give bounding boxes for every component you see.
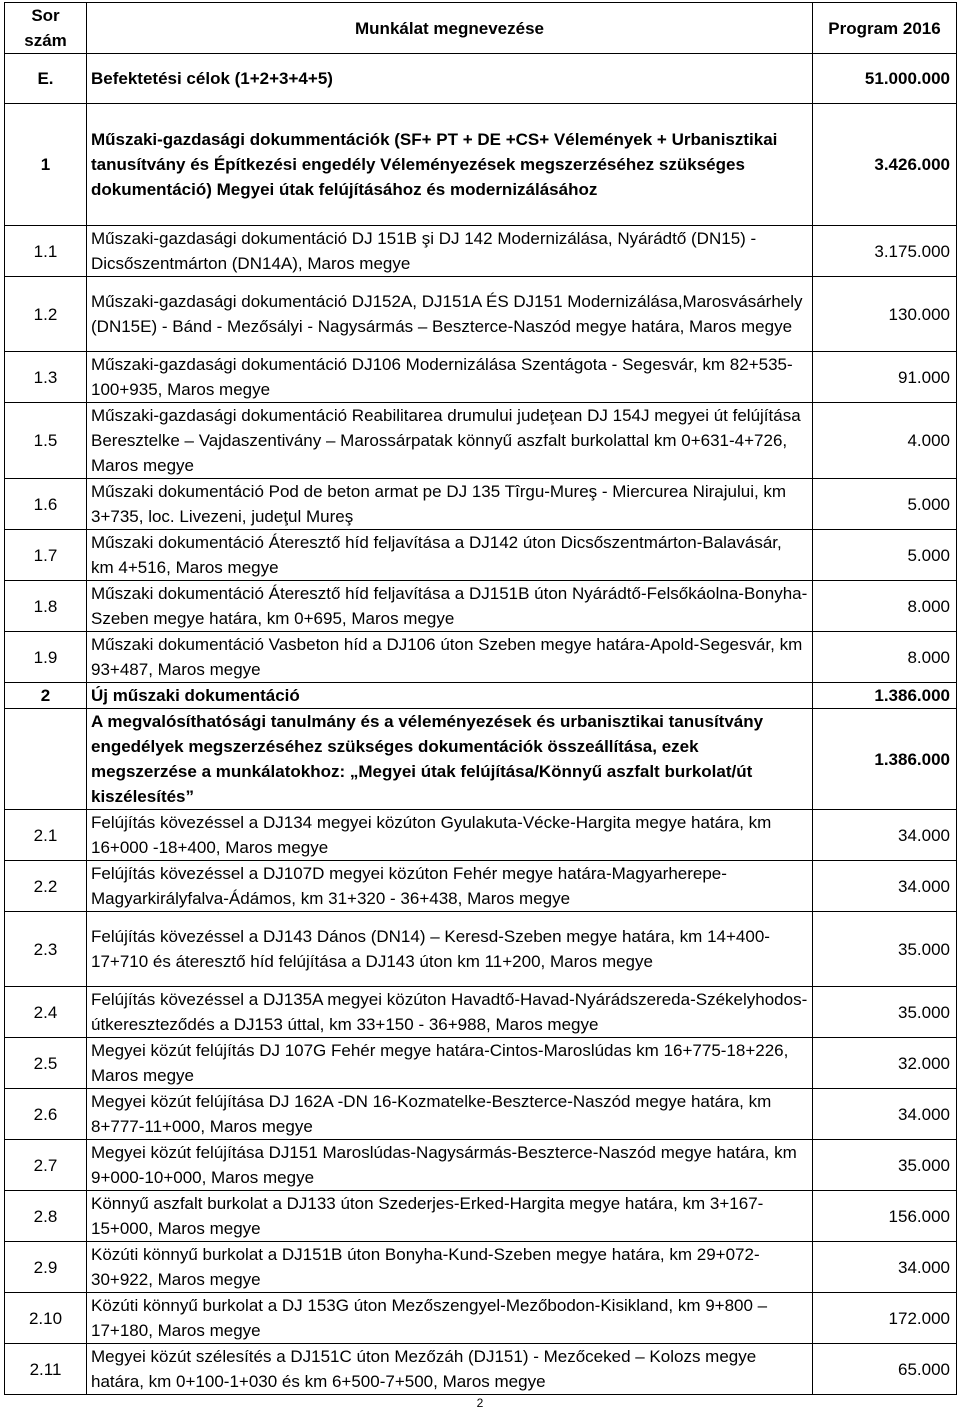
row-number: 2.9 (5, 1242, 87, 1293)
row-value: 3.175.000 (813, 226, 957, 277)
header-number: Sor szám (5, 3, 87, 54)
row-name: Felújítás kövezéssel a DJ107D megyei közúton Fehér megye határa-Magyarherepe-Magyarkirályfalva-Ádámos, km 31+320 - 36+438, Maros megye (87, 861, 813, 912)
row-number: 1.3 (5, 352, 87, 403)
row-value: 34.000 (813, 861, 957, 912)
row-name: Műszaki-gazdasági dokumentáció DJ152A, DJ151A ÉS DJ151 Modernizálása,Marosvásárhely (DN15E) - Bánd - Mezősályi - Nagysármás – Beszterce-Naszód megye határa, Maros megye (87, 277, 813, 352)
section2-value: 1.386.000 (813, 683, 957, 709)
row-name: Műszaki-gazdasági dokumentáció Reabilitarea drumului judeţean DJ 154J megyei út felújítása Beresztelke – Vajdaszentivány – Marossárpatak könnyű aszfalt burkolattal km 0+631-4+726, Maros megye (87, 403, 813, 479)
page-number: 2 (476, 1396, 484, 1410)
table-row (5, 277, 957, 352)
row-number: 2.2 (5, 861, 87, 912)
table-row (5, 987, 957, 1038)
row-number: 1.6 (5, 479, 87, 530)
table-row (5, 352, 957, 403)
goals-number: E. (5, 54, 87, 104)
section2-sub-value: 1.386.000 (813, 709, 957, 810)
section1-items (5, 226, 957, 683)
row-name: Műszaki-gazdasági dokumentáció DJ 151B şi DJ 142 Modernizálása, Nyárádtő (DN15) - Dicsőszentmárton (DN14A), Maros megye (87, 226, 813, 277)
table-row (5, 1038, 957, 1089)
row-number: 2.4 (5, 987, 87, 1038)
row-value: 5.000 (813, 479, 957, 530)
row-value: 8.000 (813, 632, 957, 683)
row-value: 34.000 (813, 1242, 957, 1293)
row-value: 130.000 (813, 277, 957, 352)
header-program: Program 2016 (813, 3, 957, 54)
row-name: Megyei közút felújítása DJ 162A -DN 16-Kozmatelke-Beszterce-Naszód megye határa, km 8+777-11+000, Maros megye (87, 1089, 813, 1140)
row-number: 1.1 (5, 226, 87, 277)
row-number: 2.6 (5, 1089, 87, 1140)
section2-name: Új műszaki dokumentáció (87, 683, 813, 709)
row-number: 1.7 (5, 530, 87, 581)
row-name: Műszaki dokumentáció Áteresztő híd feljavítása a DJ142 úton Dicsőszentmárton-Balavásár, km 4+516, Maros megye (87, 530, 813, 581)
row-name: Megyei közút felújítása DJ151 Maroslúdas-Nagysármás-Beszterce-Naszód megye határa, km 9+000-10+000, Maros megye (87, 1140, 813, 1191)
section1-number: 1 (5, 104, 87, 226)
row-name: Megyei közút szélesítés a DJ151C úton Mezőzáh (DJ151) - Mezőceked – Kolozs megye határa, km 0+100-1+030 és km 6+500-7+500, Maros megye (87, 1344, 813, 1395)
row-number: 1.2 (5, 277, 87, 352)
row-number: 2.8 (5, 1191, 87, 1242)
header-name: Munkálat megnevezése (87, 3, 813, 54)
table-row (5, 226, 957, 277)
section2-items (5, 810, 957, 1395)
row-value: 91.000 (813, 352, 957, 403)
row-name: Műszaki-gazdasági dokumentáció DJ106 Modernizálása Szentágota - Segesvár, km 82+535-100+935, Maros megye (87, 352, 813, 403)
section2-sub-row (5, 709, 957, 810)
goals-value: 51.000.000 (813, 54, 957, 104)
budget-table (4, 2, 957, 1395)
row-value: 8.000 (813, 581, 957, 632)
row-number: 1.8 (5, 581, 87, 632)
row-number: 2.3 (5, 912, 87, 987)
row-value: 32.000 (813, 1038, 957, 1089)
row-value: 65.000 (813, 1344, 957, 1395)
header-row (5, 3, 957, 54)
table-row (5, 632, 957, 683)
row-name: Felújítás kövezéssel a DJ143 Dános (DN14) – Keresd-Szeben megye határa, km 14+400-17+710 és áteresztő híd felújítása a DJ143 úton km 11+200, Maros megye (87, 912, 813, 987)
table-row (5, 1242, 957, 1293)
row-name: Műszaki dokumentáció Vasbeton híd a DJ106 úton Szeben megye határa-Apold-Segesvár, km 93+487, Maros megye (87, 632, 813, 683)
row-number: 1.9 (5, 632, 87, 683)
row-name: Közúti könnyű burkolat a DJ151B úton Bonyha-Kund-Szeben megye határa, km 29+072-30+922, Maros megye (87, 1242, 813, 1293)
table-row (5, 810, 957, 861)
row-value: 4.000 (813, 403, 957, 479)
table-row (5, 479, 957, 530)
table-row (5, 1140, 957, 1191)
row-name: Könnyű aszfalt burkolat a DJ133 úton Szederjes-Erked-Hargita megye határa, km 3+167-15+000, Maros megye (87, 1191, 813, 1242)
row-number: 2.7 (5, 1140, 87, 1191)
row-name: Felújítás kövezéssel a DJ135A megyei közúton Havadtő-Havad-Nyárádszereda-Székelyhodos-útkereszteződés a DJ153 úttal, km 33+150 - 36+988, Maros megye (87, 987, 813, 1038)
goals-row (5, 54, 957, 104)
table-row (5, 581, 957, 632)
section1-row (5, 104, 957, 226)
section2-sub-name: A megvalósíthatósági tanulmány és a véleményezések és urbanisztikai tanusítvány engedélyek megszerzéséhez szükséges dokumentációk összeállítása, ezek megszerzése a munkálatokhoz: „Megyei útak felújítása/Könnyű aszfalt burkolat/út kiszélesítés” (87, 709, 813, 810)
table-row (5, 1344, 957, 1395)
row-value: 5.000 (813, 530, 957, 581)
row-number: 2.10 (5, 1293, 87, 1344)
row-value: 34.000 (813, 1089, 957, 1140)
goals-name: Befektetési célok (1+2+3+4+5) (87, 54, 813, 104)
section2-sub-number (5, 709, 87, 810)
row-name: Közúti könnyű burkolat a DJ 153G úton Mezőszengyel-Mezőbodon-Kisikland, km 9+800 – 17+180, Maros megye (87, 1293, 813, 1344)
row-value: 35.000 (813, 987, 957, 1038)
table-row (5, 1293, 957, 1344)
row-value: 35.000 (813, 912, 957, 987)
row-value: 172.000 (813, 1293, 957, 1344)
row-number: 2.11 (5, 1344, 87, 1395)
row-name: Felújítás kövezéssel a DJ134 megyei közúton Gyulakuta-Vécke-Hargita megye határa, km 16+000 -18+400, Maros megye (87, 810, 813, 861)
row-number: 2.5 (5, 1038, 87, 1089)
table-row (5, 861, 957, 912)
row-value: 34.000 (813, 810, 957, 861)
row-name: Műszaki dokumentáció Pod de beton armat pe DJ 135 Tîrgu-Mureş - Miercurea Nirajului, km 3+735, loc. Livezeni, judeţul Mureş (87, 479, 813, 530)
row-number: 2.1 (5, 810, 87, 861)
row-name: Megyei közút felújítás DJ 107G Fehér megye határa-Cintos-Maroslúdas km 16+775-18+226, Maros megye (87, 1038, 813, 1089)
table-row (5, 912, 957, 987)
section1-name: Műszaki-gazdasági dokummentációk (SF+ PT + DE +CS+ Vélemények + Urbanisztikai tanusítvány és Építkezési engedély Véleményezések megszerzéséhez szükséges dokumentáció) Megyei útak felújításához és modernizálásához (87, 104, 813, 226)
section2-row (5, 683, 957, 709)
table-row (5, 1089, 957, 1140)
section1-value: 3.426.000 (813, 104, 957, 226)
section2-number: 2 (5, 683, 87, 709)
row-number: 1.5 (5, 403, 87, 479)
row-name: Műszaki dokumentáció Áteresztő híd feljavítása a DJ151B úton Nyárádtő-Felsőkáolna-Bonyha-Szeben megye határa, km 0+695, Maros megye (87, 581, 813, 632)
row-value: 156.000 (813, 1191, 957, 1242)
table-row (5, 1191, 957, 1242)
table-row (5, 403, 957, 479)
row-value: 35.000 (813, 1140, 957, 1191)
table-row (5, 530, 957, 581)
